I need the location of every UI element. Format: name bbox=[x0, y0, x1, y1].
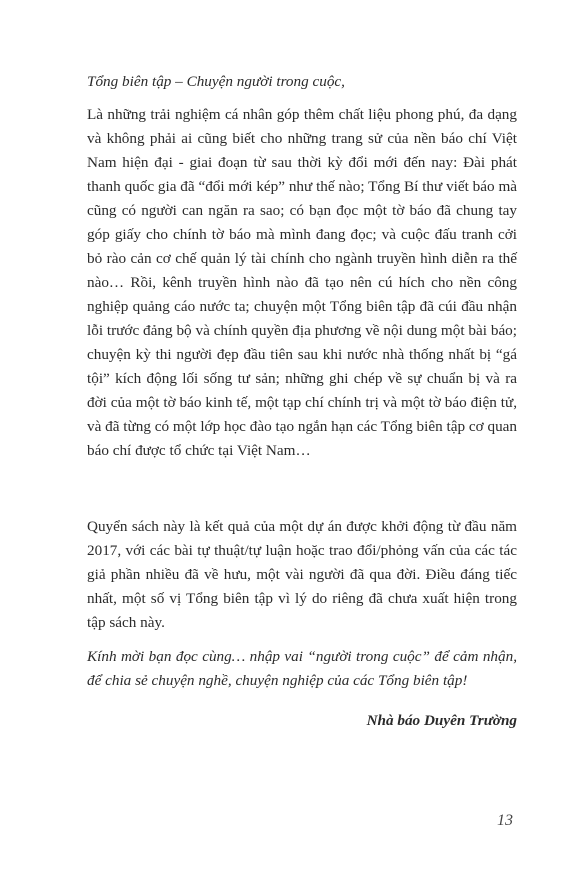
page-number: 13 bbox=[497, 812, 513, 829]
paragraph-2: Quyển sách này là kết quả của một dự án được khởi động từ đầu năm 2017, với các bài tự thuật/tự luận hoặc trao đổi/phỏng vấn của các tác giả phần nhiều đã về hưu, một vài người đã qua đời. Điều đáng tiếc nhất, một số vị Tổng biên tập vì lý do riêng đã chưa xuất hiện trong tập sách này. bbox=[87, 518, 517, 631]
intro-line: Tổng biên tập – Chuyện người trong cuộc, bbox=[87, 73, 345, 90]
page-body bbox=[87, 70, 517, 733]
author-signature: Nhà báo Duyên Trường bbox=[366, 712, 517, 729]
paragraph-3: Kính mời bạn đọc cùng… nhập vai “người trong cuộc” để cảm nhận, để chia sẻ chuyện nghề, chuyện nghiệp của các Tổng biên tập! bbox=[87, 648, 517, 689]
paragraph-1: Là những trải nghiệm cá nhân góp thêm chất liệu phong phú, đa dạng và không phải ai cũng biết cho những trang sử của nền báo chí Việt Nam hiện đại - giai đoạn từ sau thời kỳ đổi mới đến nay: Đài phát thanh quốc gia đã “đổi mới kép” như thế nào; Tổng Bí thư viết báo mà cũng có người can ngăn ra sao; có bạn đọc một tờ báo đã chung tay góp giấy cho chính tờ báo mà mình đang đọc; và cuộc đấu tranh cởi bỏ rào cản cơ chế quản lý tài chính cho ngành truyền hình diễn ra thế nào… Rồi, kênh truyền hình nào đã tạo nên cú hích cho nền công nghiệp quảng cáo nước ta; chuyện một Tổng biên tập đã cúi đầu nhận lỗi trước đảng bộ và chính quyền địa phương về nội dung một bài báo; chuyện kỳ thi người đẹp đầu tiên sau khi nước nhà thống nhất bị “gá tội” kích động lối sống tư sản; những ghi chép về sự chuẩn bị và ra đời của một tờ báo kinh tế, một tạp chí chính trị và một tờ báo điện tử, và đã từng có một lớp học đào tạo ngắn hạn các Tổng biên tập cơ quan báo chí được tổ chức tại Việt Nam… bbox=[87, 106, 517, 459]
